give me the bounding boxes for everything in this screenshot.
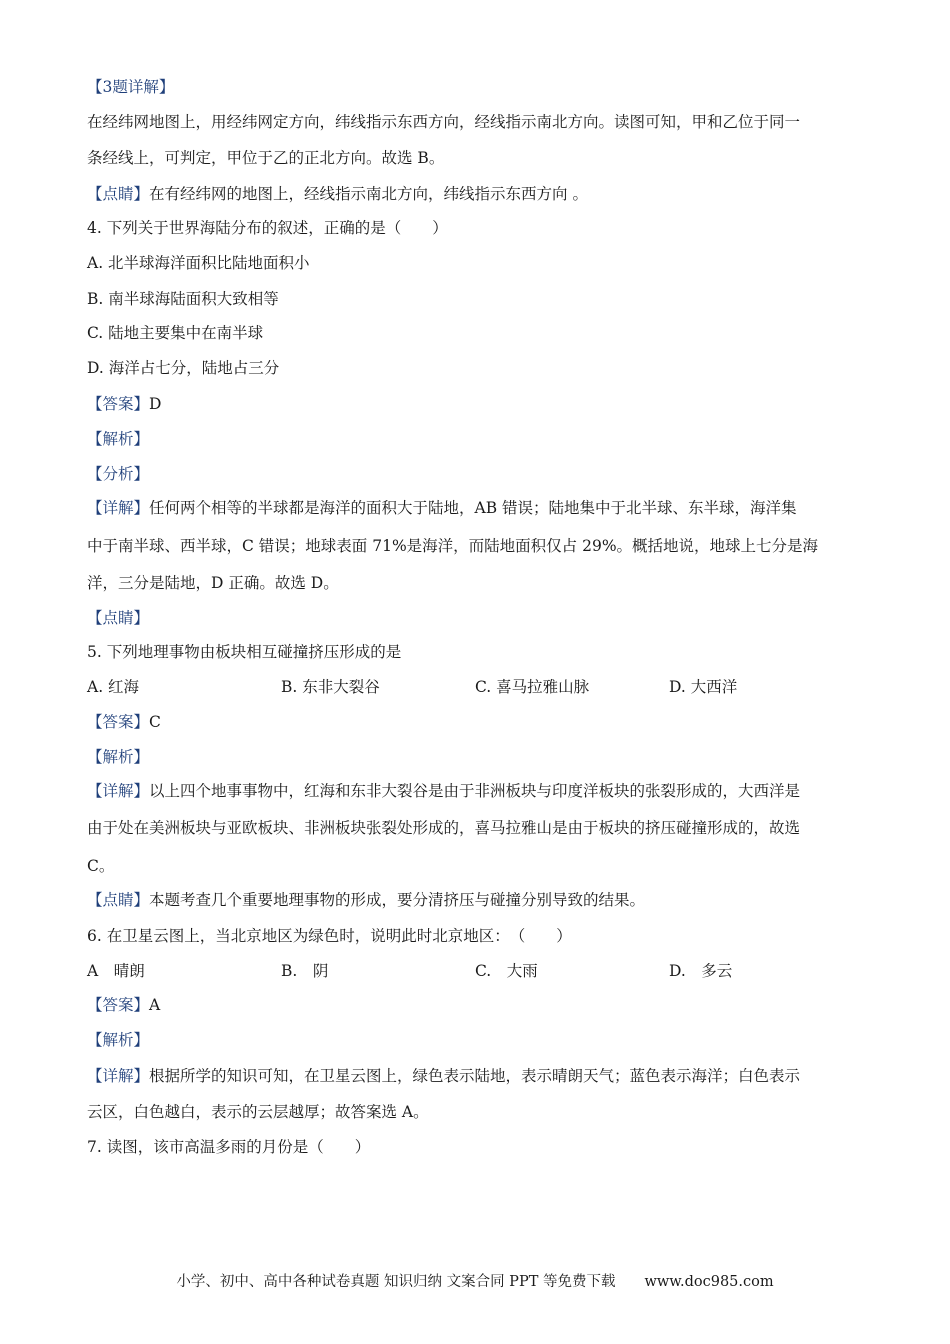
q4-fenxi-tag: 【分析】 [87, 465, 150, 483]
q4-detail-text-1: 任何两个相等的半球都是海洋的面积大于陆地，AB 错误；陆地集中于北半球、东半球，海洋集 [149, 499, 797, 517]
q6-option-d: D. 多云 [669, 962, 733, 980]
q4-option-d: D. 海洋占七分，陆地占三分 [87, 359, 280, 377]
q4-answer-value: D [149, 395, 162, 413]
q5-detail-line-2: 由于处在美洲板块与亚欧板块、非洲板块张裂处形成的，喜马拉雅山是由于板块的挤压碰撞形成的，故选 [87, 819, 801, 837]
q4-option-a: A. 北半球海洋面积比陆地面积小 [87, 254, 310, 272]
q3-tip-tag: 【点睛】 [87, 185, 150, 203]
q4-tip-tag: 【点睛】 [87, 609, 150, 627]
q4-analysis-tag: 【解析】 [87, 430, 150, 448]
q5-detail-text-1: 以上四个地事事物中，红海和东非大裂谷是由于非洲板块与印度洋板块的张裂形成的，大西洋是 [149, 782, 801, 800]
q4-detail-line-3: 洋，三分是陆地，D 正确。故选 D。 [87, 574, 339, 592]
q5-option-d: D. 大西洋 [669, 678, 738, 696]
q6-option-c: C. 大雨 [475, 962, 538, 980]
q5-detail-line-3: C。 [87, 857, 115, 875]
q6-detail-text-1: 根据所学的知识可知，在卫星云图上，绿色表示陆地，表示晴朗天气；蓝色表示海洋；白色表示 [149, 1067, 801, 1085]
q5-detail-tag: 【详解】 [87, 782, 150, 800]
q6-analysis-tag: 【解析】 [87, 1031, 150, 1049]
q3-detail-line-2: 条经线上，可判定，甲位于乙的正北方向。故选 B。 [87, 149, 445, 167]
q4-option-c: C. 陆地主要集中在南半球 [87, 324, 264, 342]
q3-tip-text: 在有经纬网的地图上，经线指示南北方向，纬线指示东西方向 。 [149, 185, 588, 203]
q6-detail-tag: 【详解】 [87, 1067, 150, 1085]
q5-tip-tag: 【点睛】 [87, 891, 150, 909]
q6-answer-tag: 【答案】 [87, 996, 150, 1014]
q6-answer [87, 995, 160, 1015]
q5-detail-line-1 [87, 781, 800, 801]
q6-detail-line-1 [87, 1066, 800, 1086]
q4-detail-line-2: 中于南半球、西半球，C 错误；地球表面 71%是海洋，而陆地面积仅占 29%。概括地说，地球上七分是海 [87, 537, 819, 555]
q5-stem: 5. 下列地理事物由板块相互碰撞挤压形成的是 [87, 643, 402, 661]
q5-option-c: C. 喜马拉雅山脉 [475, 678, 590, 696]
q5-answer [87, 712, 161, 732]
q3-detail-line-1: 在经纬网地图上，用经纬网定方向，纬线指示东西方向，经线指示南北方向。读图可知，甲和乙位于同一 [87, 113, 801, 131]
q7-stem: 7. 读图，该市高温多雨的月份是（ ） [87, 1138, 371, 1156]
q6-option-b: B. 阴 [281, 962, 329, 980]
q5-tip-text: 本题考查几个重要地理事物的形成，要分清挤压与碰撞分别导致的结果。 [149, 891, 646, 909]
q5-option-b: B. 东非大裂谷 [281, 678, 380, 696]
q4-answer-tag: 【答案】 [87, 395, 150, 413]
page-footer: 小学、初中、高中各种试卷真题 知识归纳 文案合同 PPT 等免费下载 www.doc985.com [176, 1274, 774, 1290]
q4-option-b: B. 南半球海陆面积大致相等 [87, 290, 279, 308]
q6-stem: 6. 在卫星云图上，当北京地区为绿色时，说明此时北京地区： （ ） [87, 927, 572, 945]
q4-detail-tag: 【详解】 [87, 499, 150, 517]
q5-answer-value: C [149, 713, 161, 731]
q5-option-a: A. 红海 [87, 678, 140, 696]
q5-analysis-tag: 【解析】 [87, 748, 150, 766]
q6-option-a: A 晴朗 [87, 962, 145, 980]
q6-answer-value: A [149, 996, 161, 1014]
q4-answer [87, 394, 161, 414]
q4-detail-line-1 [87, 498, 797, 518]
q3-heading: 【3题详解】 [87, 78, 175, 96]
q4-stem: 4. 下列关于世界海陆分布的叙述，正确的是（ ） [87, 219, 448, 237]
q6-detail-line-2: 云区，白色越白，表示的云层越厚；故答案选 A。 [87, 1103, 429, 1121]
q3-tip [87, 184, 588, 204]
q5-tip [87, 890, 645, 910]
q5-answer-tag: 【答案】 [87, 713, 150, 731]
